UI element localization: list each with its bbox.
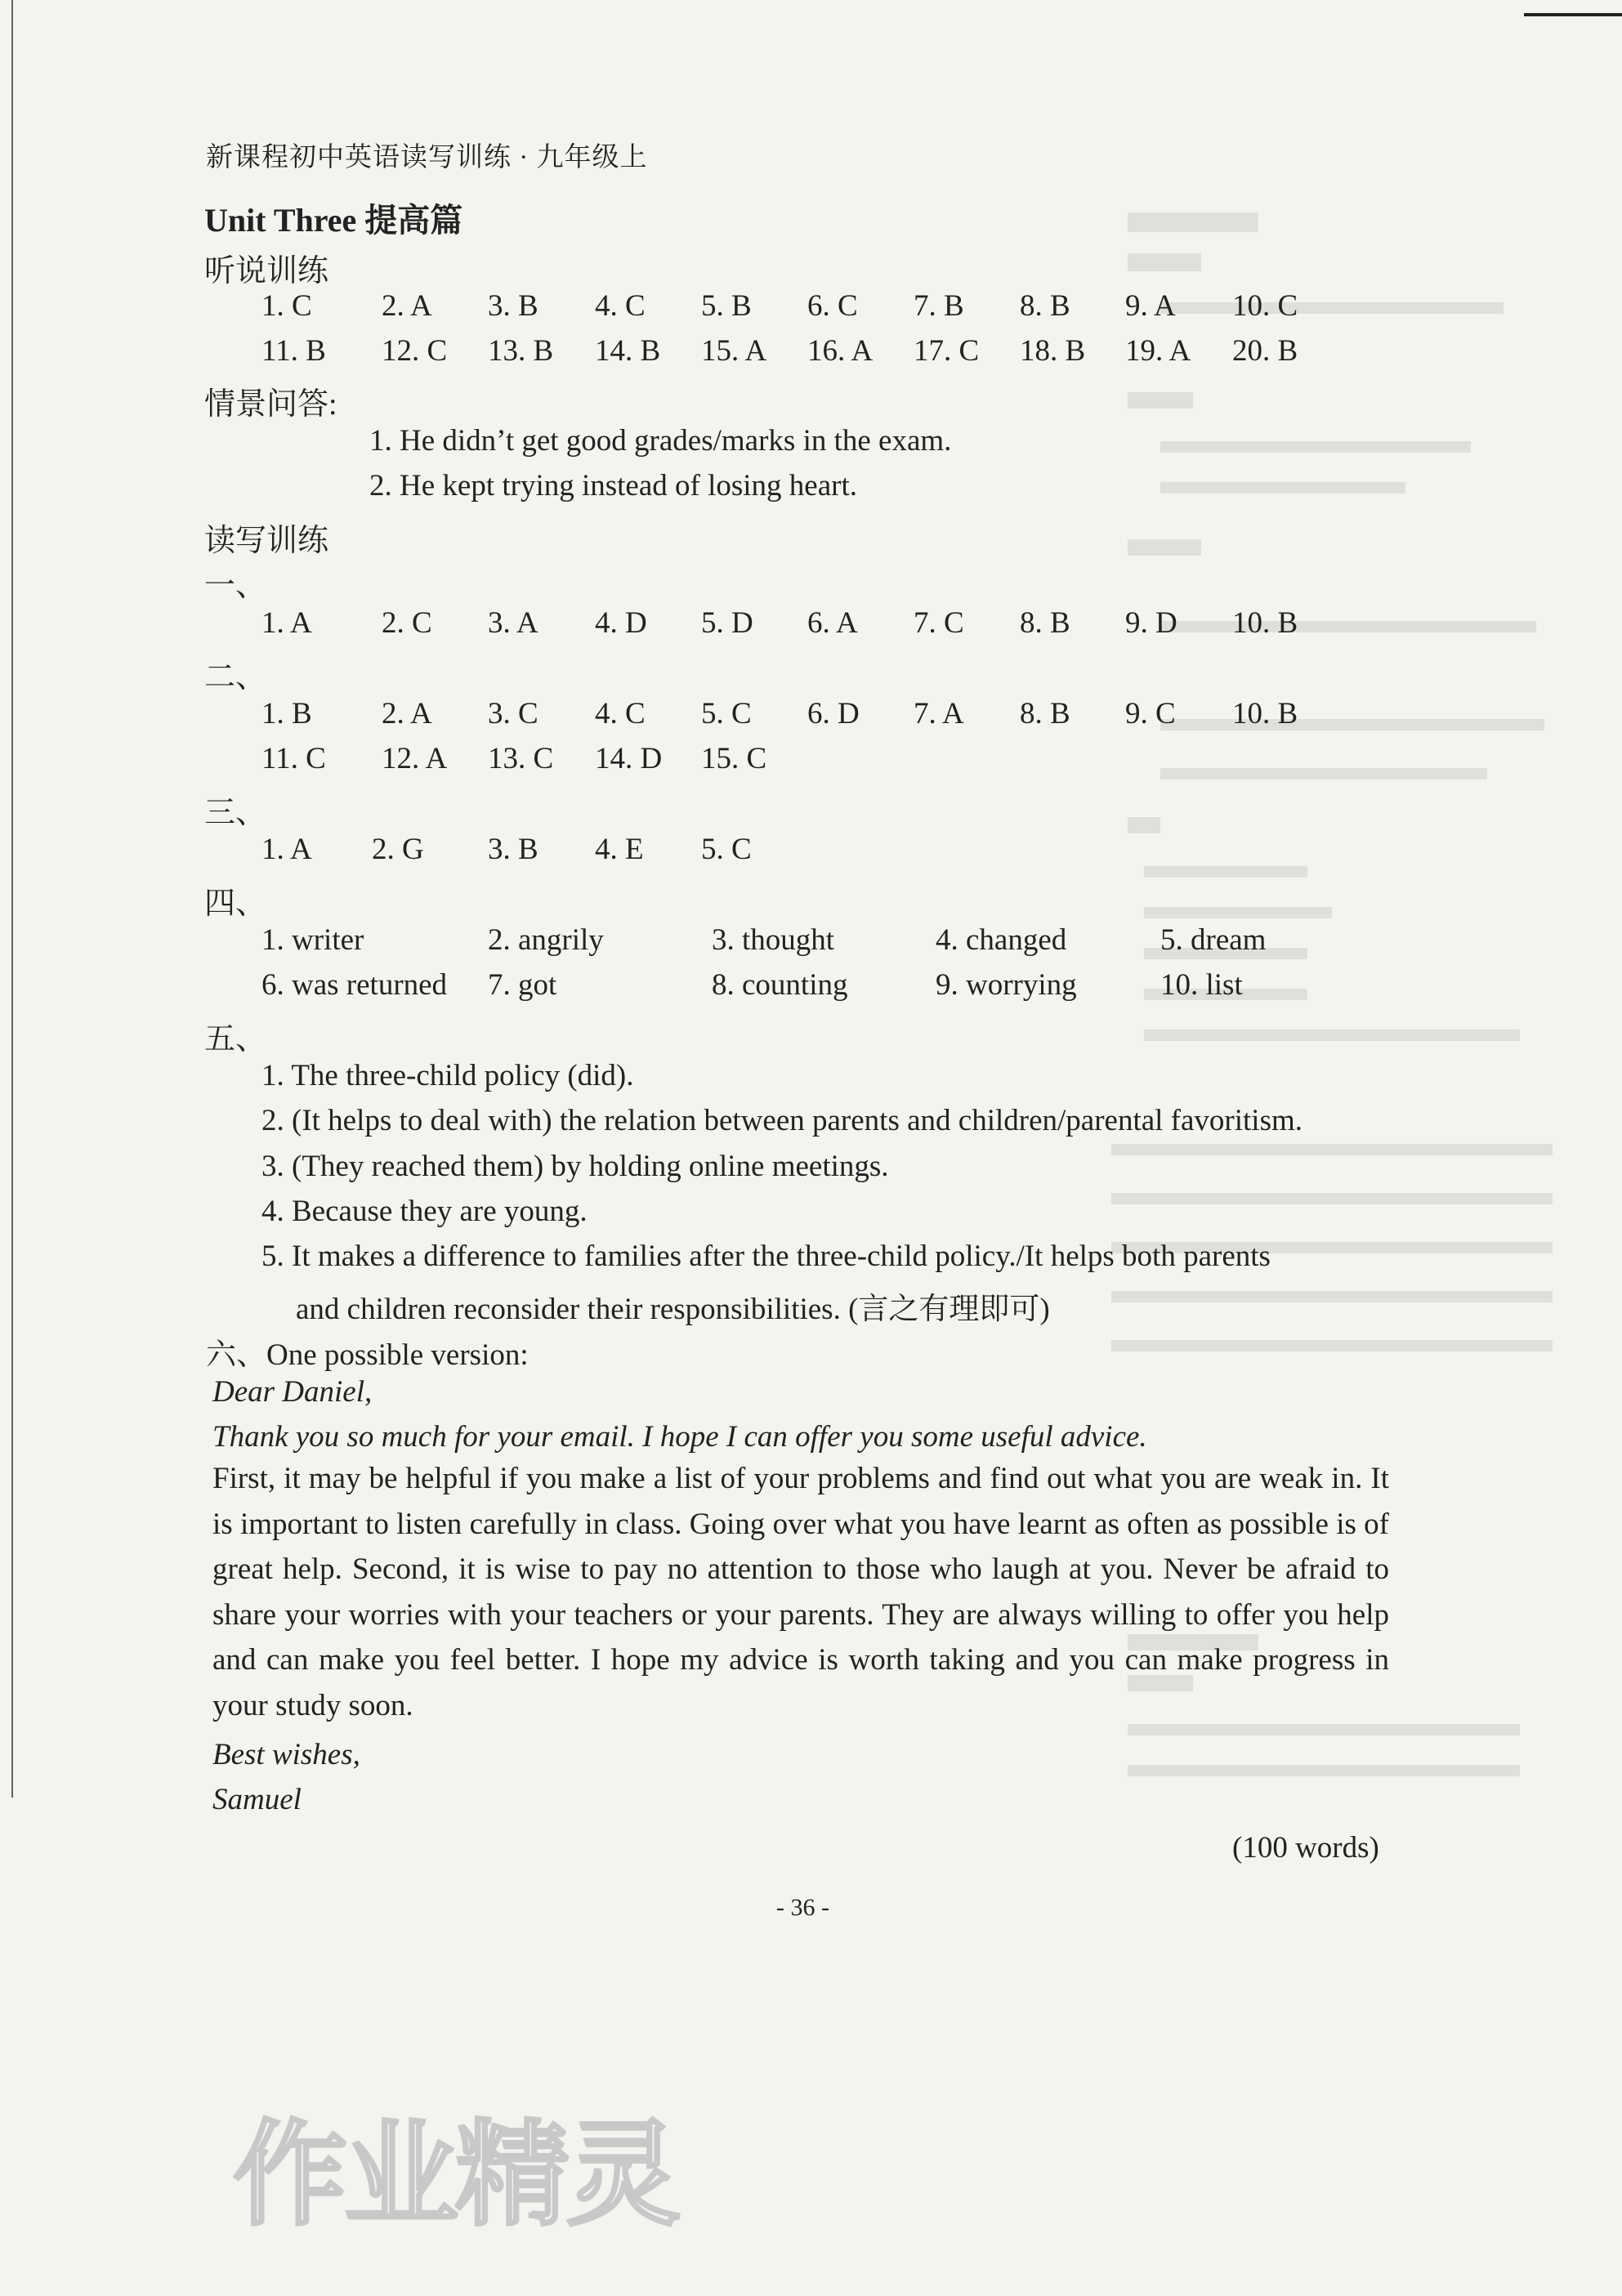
part-1-answers [0, 605, 1622, 646]
watermark-logo [233, 2092, 690, 2239]
answer: 8. counting [712, 968, 848, 1002]
answer: 5. dream [1160, 923, 1267, 957]
answer: 18. B [1020, 334, 1086, 368]
answer: 13. C [488, 742, 554, 775]
answer: 10. B [1232, 697, 1298, 730]
answer: 7. A [914, 697, 964, 730]
answer: 10. list [1160, 968, 1243, 1002]
answer: 12. A [382, 742, 448, 775]
answer: 6. was returned [261, 968, 448, 1002]
answer: 8. B [1020, 697, 1070, 730]
part-5-answer-4: 4. Because they are young. [261, 1195, 588, 1228]
part-5-label: 五、 [204, 1022, 267, 1056]
letter-opening: Thank you so much for your email. I hope I can offer you some useful advice. [212, 1420, 1147, 1454]
part-1-label: 一、 [204, 569, 267, 603]
answer: 2. G [372, 833, 424, 866]
answer: 4. E [595, 833, 644, 866]
answer: 5. C [701, 833, 752, 866]
reading-heading: 读写训练 [204, 524, 329, 558]
answer: 4. changed [936, 923, 1067, 957]
situation-answer-1: 1. He didn’t get good grades/marks in the exam. [369, 424, 952, 458]
answer: 17. C [914, 334, 980, 368]
answer: 2. A [382, 697, 432, 730]
letter-closing: Best wishes, [212, 1738, 360, 1771]
answer: 15. A [701, 334, 767, 368]
answer: 1. A [261, 833, 312, 866]
answer: 2. angrily [488, 923, 604, 957]
answer: 9. A [1125, 289, 1176, 323]
answer: 5. C [701, 697, 752, 730]
letter-signature: Samuel [212, 1783, 302, 1816]
answer: 4. D [595, 606, 647, 640]
answer: 3. thought [712, 923, 835, 957]
part-4-answers-row-1 [0, 922, 1622, 963]
answer: 2. A [382, 289, 432, 323]
answer: 13. B [488, 334, 554, 368]
page-number: - 36 - [776, 1894, 829, 1921]
answer: 10. B [1232, 606, 1298, 640]
letter-greeting: Dear Daniel, [212, 1375, 373, 1409]
unit-title: Unit Three 提高篇 [204, 202, 463, 239]
part-2-answers-row-1 [0, 696, 1622, 737]
answer: 1. C [261, 289, 312, 323]
part-4-answers-row-2 [0, 967, 1622, 1008]
answer: 7. C [914, 606, 964, 640]
part-2-answers-row-2 [0, 741, 1622, 782]
answer: 11. C [261, 742, 326, 775]
answer: 3. B [488, 833, 538, 866]
answer: 3. B [488, 289, 538, 323]
part-2-label: 二、 [204, 660, 267, 695]
answer: 11. B [261, 334, 326, 368]
listening-heading: 听说训练 [204, 254, 329, 288]
answer: 12. C [382, 334, 448, 368]
answer: 16. A [807, 334, 874, 368]
answer: 7. got [488, 968, 557, 1002]
answer: 1. B [261, 697, 312, 730]
answer: 5. B [701, 289, 752, 323]
answer: 7. B [914, 289, 964, 323]
word-count: (100 words) [1232, 1831, 1379, 1865]
answer: 3. C [488, 697, 538, 730]
answer: 5. D [701, 606, 753, 640]
answer: 9. D [1125, 606, 1177, 640]
answer: 1. writer [261, 923, 364, 957]
answer: 6. C [807, 289, 858, 323]
part-5-answer-5: 5. It makes a difference to families after the three-child policy./It helps both parents [261, 1240, 1271, 1273]
scan-edge [11, 0, 13, 1798]
answer: 14. D [595, 742, 663, 775]
answer: 6. A [807, 606, 858, 640]
letter-body: First, it may be helpful if you make a list of your problems and find out what you are weak in. It is important to listen carefully in class. Going over what you have learnt as often as possible is of great help. Second, it is wise to pay no attention to those who laugh at you. Never be afraid to share your worries with your teachers or your parents. They are always willing to offer you help and can make you feel better. I hope my advice is worth taking and you can make progress in your study soon. [212, 1462, 1389, 1722]
answer: 9. C [1125, 697, 1176, 730]
answer: 1. A [261, 606, 312, 640]
part-3-label: 三、 [204, 796, 267, 830]
listening-answers-row-2 [0, 333, 1622, 374]
part-5-answer-1: 1. The three-child policy (did). [261, 1059, 634, 1092]
answer: 3. A [488, 606, 538, 640]
situation-heading: 情景问答: [204, 387, 337, 422]
scan-edge-mark [1524, 13, 1622, 16]
answer: 9. worrying [936, 968, 1077, 1002]
part-4-label: 四、 [204, 887, 267, 921]
part-6-label: 六、One possible version: [206, 1338, 529, 1372]
answer: 8. B [1020, 606, 1070, 640]
answer: 19. A [1125, 334, 1191, 368]
book-header: 新课程初中英语读写训练 · 九年级上 [206, 143, 648, 172]
watermark-text: 作业精灵 [233, 2109, 678, 2239]
answer: 15. C [701, 742, 767, 775]
part-3-answers [0, 832, 1622, 873]
answer: 2. C [382, 606, 432, 640]
answer: 14. B [595, 334, 661, 368]
answer: 20. B [1232, 334, 1298, 368]
answer: 10. C [1232, 289, 1298, 323]
situation-answer-2: 2. He kept trying instead of losing heart. [369, 469, 858, 503]
answer: 4. C [595, 697, 646, 730]
listening-answers-row-1 [0, 288, 1622, 329]
part-5-answer-5-cont: and children reconsider their responsibilities. (言之有理即可) [296, 1293, 1050, 1326]
answer: 8. B [1020, 289, 1070, 323]
answer: 4. C [595, 289, 646, 323]
answer: 6. D [807, 697, 860, 730]
part-5-answer-2: 2. (It helps to deal with) the relation between parents and children/parental favoritism. [261, 1104, 1303, 1137]
part-5-answer-3: 3. (They reached them) by holding online meetings. [261, 1150, 889, 1183]
